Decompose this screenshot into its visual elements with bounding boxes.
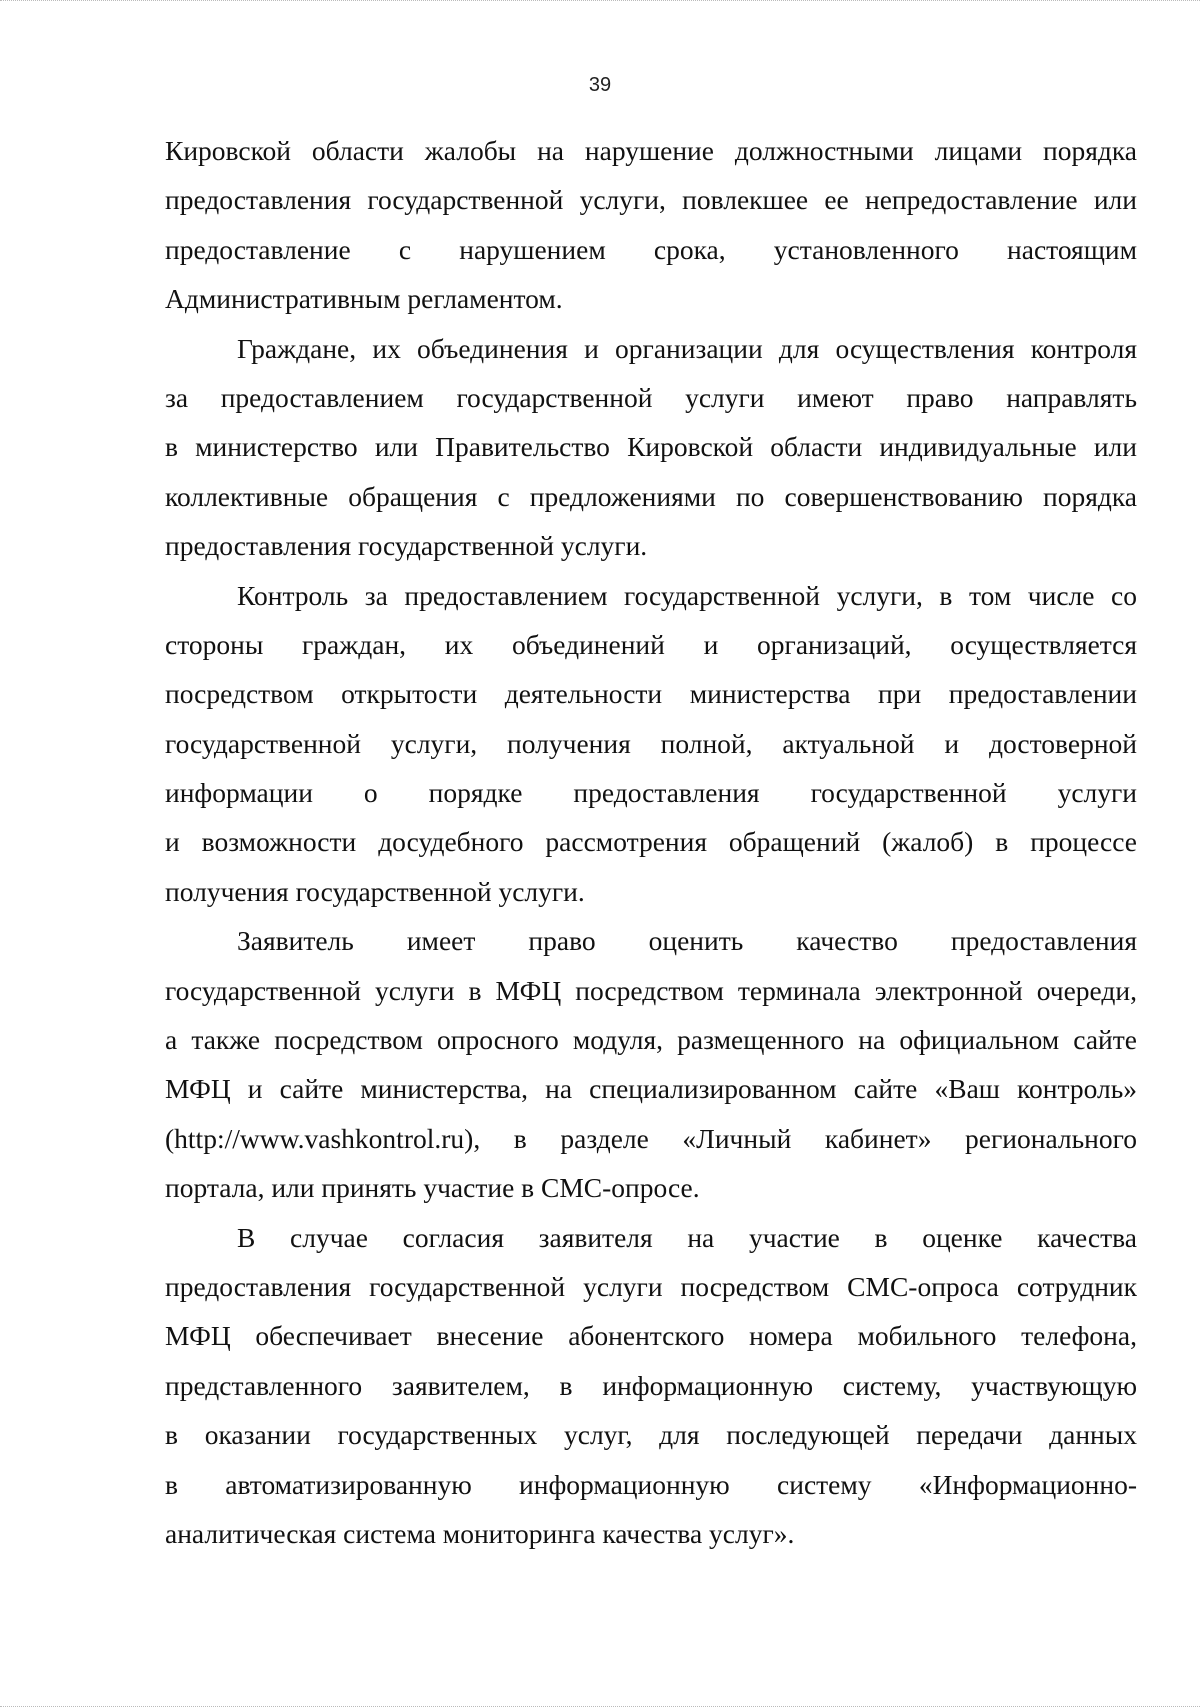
text-line: представленного заявителем, в информационную систему, участвующую [165,1369,1137,1401]
text-line: предоставление с нарушением срока, установленного настоящим [165,233,1137,265]
text-line: информации о порядке предоставления государственной услуги [165,777,1137,809]
text-line: Заявитель имеет право оценить качество предоставления [237,925,1137,957]
text-line: посредством открытости деятельности министерства при предоставлении [165,678,1137,710]
text-line: государственной услуги, получения полной, актуальной и достоверной [165,727,1137,759]
text-line: (http://www.vashkontrol.ru), в разделе «Личный кабинет» регионального [165,1122,1137,1154]
text-line: коллективные обращения с предложениями по совершенствованию порядка [165,480,1137,512]
scan-edge-bottom [0,1702,1200,1707]
paragraph-2 [165,324,1137,571]
text-line: стороны граждан, их объединений и организаций, осуществляется [165,628,1137,660]
text-line: Граждане, их объединения и организации для осуществления контроля [237,332,1137,364]
text-line: Административным регламентом. [165,283,563,315]
text-line: и возможности досудебного рассмотрения обращений (жалоб) в процессе [165,826,1137,858]
text-line: В случае согласия заявителя на участие в оценке качества [237,1221,1137,1253]
text-line: предоставления государственной услуги. [165,530,648,562]
paragraph-5 [165,1213,1137,1559]
scan-edge-top [0,0,1200,4]
text-line: предоставления государственной услуги, повлекшее ее непредоставление или [165,184,1137,216]
text-line: за предоставлением государственной услуги имеют право направлять [165,381,1137,413]
text-line: получения государственной услуги. [165,875,585,907]
text-line: в министерство или Правительство Кировской области индивидуальные или [165,431,1137,463]
text-line: в автоматизированную информационную систему «Информационно- [165,1468,1137,1500]
paragraph-3 [165,571,1137,917]
paragraph-4 [165,916,1137,1212]
text-line: Контроль за предоставлением государственной услуги, в том числе со [237,579,1137,611]
text-line: МФЦ обеспечивает внесение абонентского номера мобильного телефона, [165,1320,1137,1352]
text-line: портала, или принять участие в СМС-опросе. [165,1172,700,1204]
text-line: государственной услуги в МФЦ посредством терминала электронной очереди, [165,974,1137,1006]
document-body [165,126,1137,1558]
text-line: МФЦ и сайте министерства, на специализированном сайте «Ваш контроль» [165,1073,1137,1105]
text-line: в оказании государственных услуг, для последующей передачи данных [165,1419,1137,1451]
page-number: 39 [588,74,612,96]
text-line: Кировской области жалобы на нарушение должностными лицами порядка [165,135,1137,166]
text-line: аналитическая система мониторинга качества услуг». [165,1517,795,1549]
text-line: предоставления государственной услуги посредством СМС-опроса сотрудник [165,1270,1137,1302]
text-line: а также посредством опросного модуля, размещенного на официальном сайте [165,1024,1137,1056]
paragraph-1 [165,126,1137,324]
